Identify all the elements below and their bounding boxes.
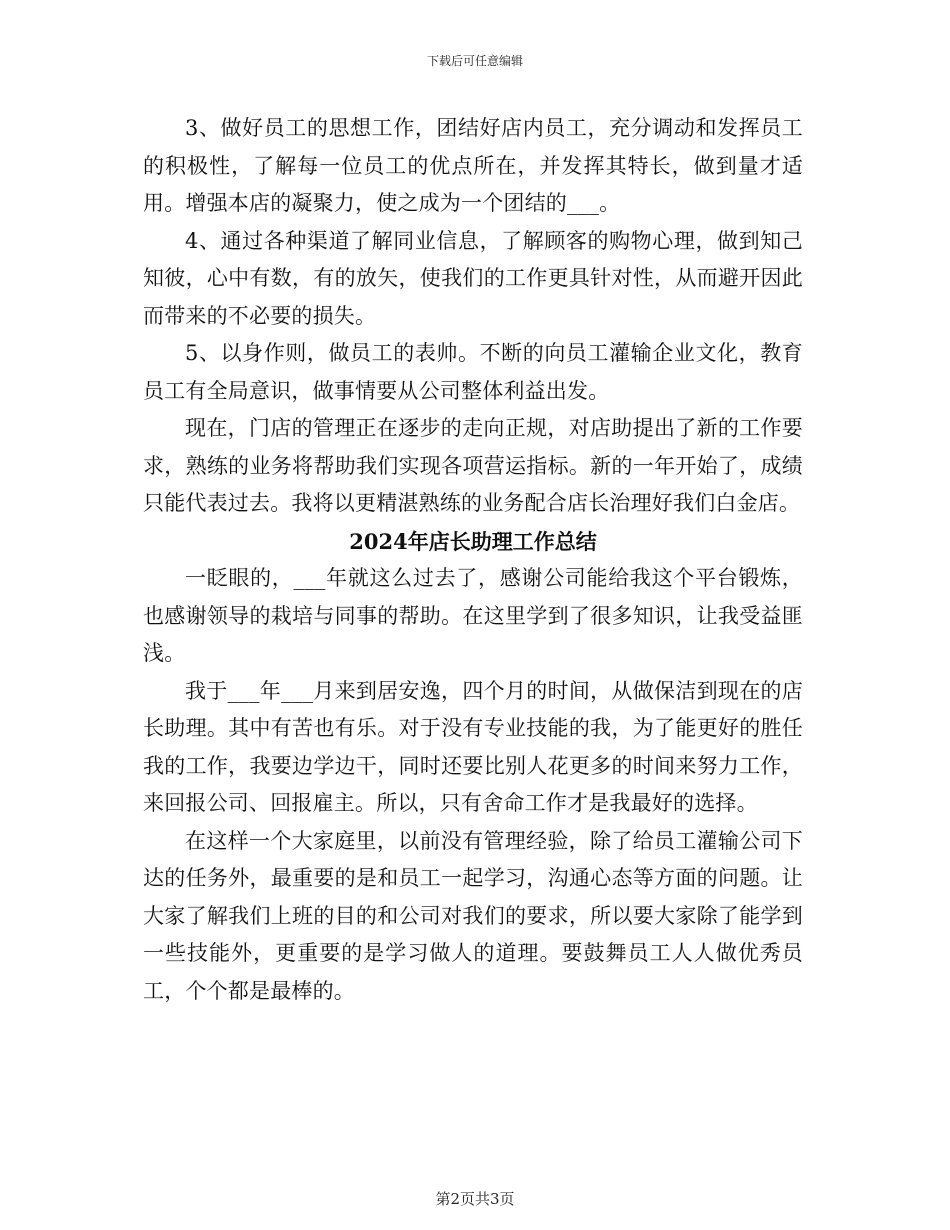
paragraph-item-4: 4、通过各种渠道了解同业信息，了解顾客的购物心理，做到知己知彼，心中有数，有的放矢，使我们的工作更具针对性，从而避开因此而带来的不必要的损失。	[143, 228, 803, 328]
paragraph-teamwork: 在这样一个大家庭里，以前没有管理经验，除了给员工灌输公司下达的任务外，最重要的是和员工一起学习，沟通心态等方面的问题。让大家了解我们上班的目的和公司对我们的要求，所以要大家除了能学到一些技能外，更重要的是学习做人的道理。要鼓舞员工人人做优秀员工，个个都是最棒的。	[143, 828, 803, 1003]
paragraph-experience: 我于___年___月来到居安逸，四个月的时间，从做保洁到现在的店长助理。其中有苦也有乐。对于没有专业技能的我，为了能更好的胜任我的工作，我要边学边干，同时还要比别人花更多的时间来努力工作，来回报公司、回报雇主。所以，只有舍命工作才是我最好的选择。	[143, 678, 803, 815]
page-header-note: 下载后可任意编辑	[426, 54, 523, 68]
paragraph-intro: 一眨眼的，___年就这么过去了，感谢公司能给我这个平台锻炼，也感谢领导的栽培与同事的帮助。在这里学到了很多知识，让我受益匪浅。	[143, 566, 803, 665]
paragraph-item-5: 5、以身作则，做员工的表帅。不断的向员工灌输企业文化，教育员工有全局意识，做事情要从公司整体利益出发。	[143, 341, 803, 403]
section-title: 2024年店长助理工作总结	[349, 528, 597, 554]
paragraph-conclusion: 现在，门店的管理正在逐步的走向正规，对店助提出了新的工作要求，熟练的业务将帮助我们实现各项营运指标。新的一年开始了，成绩只能代表过去。我将以更精湛熟练的业务配合店长治理好我们白金店。	[143, 416, 803, 515]
paragraph-item-3: 3、做好员工的思想工作，团结好店内员工，充分调动和发挥员工的积极性，了解每一位员工的优点所在，并发挥其特长，做到量才适用。增强本店的凝聚力，使之成为一个团结的___。	[143, 116, 803, 215]
document-body	[143, 110, 803, 1010]
page-number-footer: 第2页共3页	[435, 1190, 515, 1208]
